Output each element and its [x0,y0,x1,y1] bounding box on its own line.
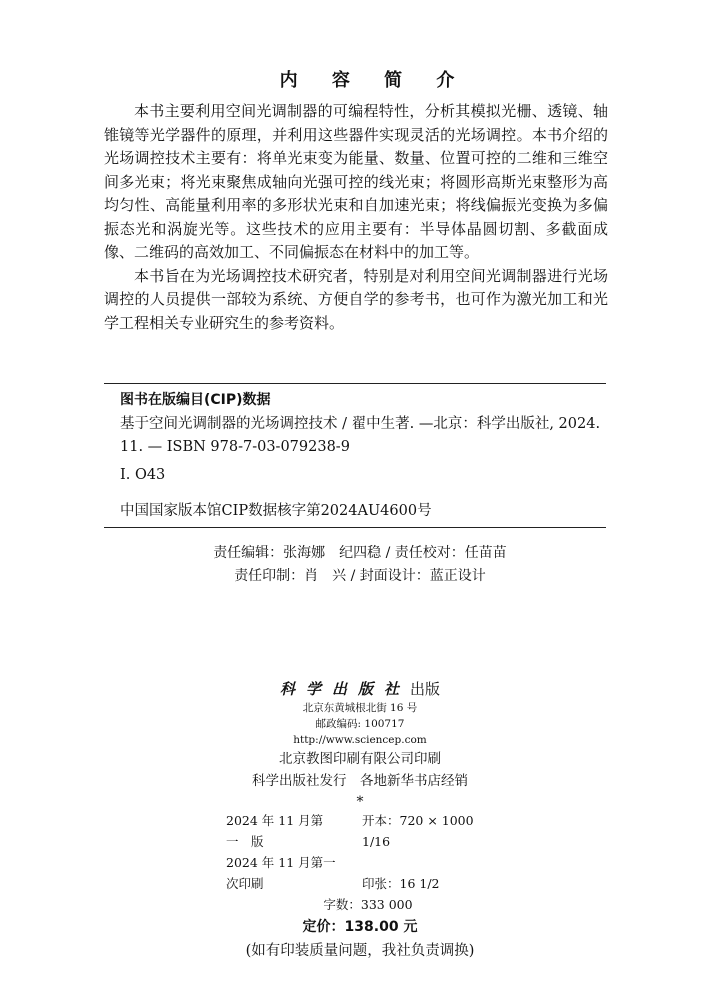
cip-catalog-entry: 基于空间光调制器的光场调控技术 / 翟中生著. —北京：科学出版社, 2024. 11. — ISBN 978-7-03-079238-9 [120,416,601,455]
cip-heading: 图书在版编目(CIP)数据 [120,392,271,408]
staff-credits [0,542,720,588]
cip-record-number: 中国国家版本馆CIP数据核字第2024AU4600号 [120,503,432,519]
page-title: 内 容 简 介 [279,70,469,91]
cip-classification: Ⅰ. O43 [120,467,166,483]
sheets-info: 印张：16 1/2 [362,876,440,891]
publisher-url: http://www.sciencep.com [293,734,427,746]
cip-data-block [104,383,606,528]
quality-notice: (如有印装质量问题，我社负责调换) [245,943,475,959]
format-info: 开本：720 × 1000 1/16 [362,813,474,849]
edition-row [0,810,720,852]
separator-star: * [356,794,364,810]
printer-line: 北京教图印刷有限公司印刷 [279,751,441,767]
publisher-name: 科学出版社 [279,680,410,698]
distribution-line: 科学出版社发行 各地新华书店经销 [252,773,468,789]
publisher-info [0,678,720,964]
book-abstract [104,100,608,335]
publisher-suffix: 出版 [410,680,441,698]
abstract-paragraph-1: 本书主要利用空间光调制器的可编程特性，分析其模拟光栅、透镜、轴锥镜等光学器件的原理，并利用这些器件实现灵活的光场调控。本书介绍的光场调控技术主要有：将单光束变为能量、数量、位置可控的二维和三维空间多光束；将光束聚焦成轴向光强可控的线光束；将圆形高斯光束整形为高均匀性、高能量利用率的多形状光束和自加速光束；将线偏振光变换为多偏振态光和涡旋光等。这些技术的应用主要有：半导体晶圆切割、多截面成像、二维码的高效加工、不同偏振态在材料中的加工等。 [104,102,608,261]
staff-credits-line-2: 责任印制：肖 兴 / 封面设计：蓝正设计 [234,568,486,584]
publisher-address: 北京东黄城根北街 16 号 [302,702,418,714]
publisher-line [0,678,720,700]
printing-row [0,852,720,894]
abstract-paragraph-2: 本书旨在为光场调控技术研究者，特别是对利用空间光调制器进行光场调控的人员提供一部较为系统、方便自学的参考书，也可作为激光加工和光学工程相关专业研究生的参考资料。 [104,266,608,332]
printing-info: 2024 年 11 月第一次印刷 [226,855,336,891]
price: 定价：138.00 元 [302,919,418,935]
publisher-postcode: 邮政编码: 100717 [315,718,405,730]
word-count: 字数：333 000 [323,897,413,912]
staff-credits-line-1: 责任编辑：张海娜 纪四稳 / 责任校对：任苗苗 [213,545,507,561]
edition-info: 2024 年 11 月第 一 版 [226,813,336,849]
